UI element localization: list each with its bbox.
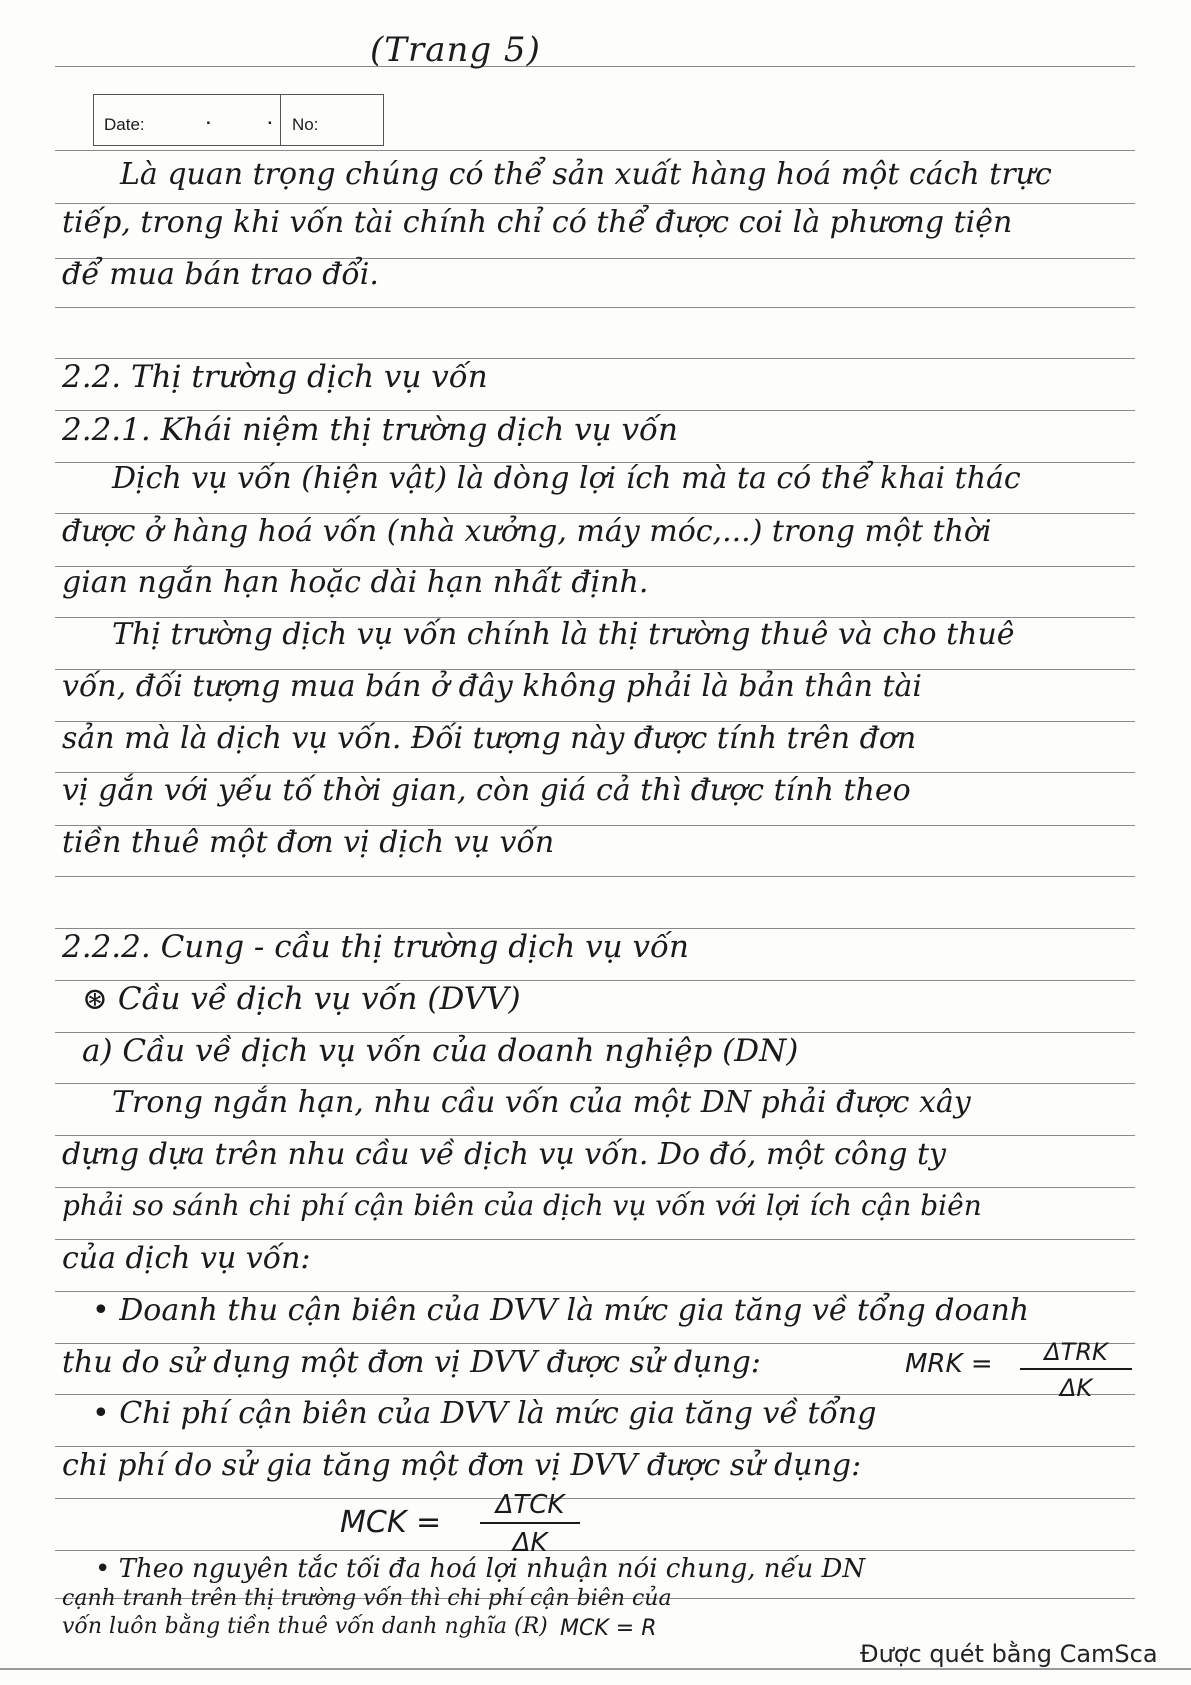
ruled-line xyxy=(55,1550,1135,1551)
ruled-line xyxy=(55,410,1135,411)
ruled-line xyxy=(55,876,1135,877)
text-line: Trong ngắn hạn, nhu cầu vốn của một DN phải được xây xyxy=(112,1085,971,1120)
text-line: thu do sử dụng một đơn vị DVV được sử dụng: xyxy=(62,1345,761,1380)
section-heading: 2.2.2. Cung - cầu thị trường dịch vụ vốn xyxy=(62,929,689,965)
formula-mck-fraction xyxy=(480,1490,580,1558)
text-line: Là quan trọng chúng có thể sản xuất hàng hoá một cách trực xyxy=(120,157,1052,192)
text-line: Thị trường dịch vụ vốn chính là thị trường thuê và cho thuê xyxy=(112,617,1015,652)
text-line: gian ngắn hạn hoặc dài hạn nhất định. xyxy=(62,565,649,600)
text-line: tiền thuê một đơn vị dịch vụ vốn xyxy=(62,825,555,860)
ruled-line xyxy=(55,66,1135,67)
bullet-line: • Doanh thu cận biên của DVV là mức gia tăng về tổng doanh xyxy=(92,1293,1030,1328)
text-line: vốn luôn bằng tiền thuê vốn danh nghĩa (R) xyxy=(62,1614,548,1639)
ruled-line xyxy=(55,1135,1135,1136)
number-label: No: xyxy=(292,115,319,134)
subsection-heading: a) Cầu về dịch vụ vốn của doanh nghiệp (DN) xyxy=(82,1033,799,1069)
text-line: của dịch vụ vốn: xyxy=(62,1241,311,1276)
text-line: được ở hàng hoá vốn (nhà xưởng, máy móc,...) trong một thời xyxy=(62,514,992,549)
ruled-line xyxy=(55,1187,1135,1188)
formula-mck-denominator: ΔK xyxy=(512,1528,548,1558)
formula-mrk-denominator: ΔK xyxy=(1059,1374,1093,1402)
page-bottom-border xyxy=(0,1668,1191,1670)
box-divider xyxy=(280,95,281,145)
formula-mrk-fraction xyxy=(1020,1338,1132,1402)
text-line: vốn, đối tượng mua bán ở đây không phải là bản thân tài xyxy=(62,669,922,704)
formula-mck-numerator: ΔTCK xyxy=(480,1490,580,1524)
ruled-line xyxy=(55,1343,1135,1344)
text-line: vị gắn với yếu tố thời gian, còn giá cả thì được tính theo xyxy=(62,773,911,808)
ruled-line xyxy=(55,1446,1135,1447)
ruled-line xyxy=(55,203,1135,204)
text-line: sản mà là dịch vụ vốn. Đối tượng này được tính trên đơn xyxy=(62,721,917,756)
ruled-line xyxy=(55,1239,1135,1240)
text-line: để mua bán trao đổi. xyxy=(62,257,379,292)
ruled-line xyxy=(55,150,1135,151)
formula-mck-lhs: MCK = xyxy=(340,1505,442,1540)
text-line: chi phí do sử gia tăng một đơn vị DVV được sử dụng: xyxy=(62,1448,862,1483)
text-line: phải so sánh chi phí cận biên của dịch vụ vốn với lợi ích cận biên xyxy=(62,1189,982,1222)
ruled-line xyxy=(55,307,1135,308)
text-line: Dịch vụ vốn (hiện vật) là dòng lợi ích mà ta có thể khai thác xyxy=(112,461,1021,496)
formula-mck-equals-r: MCK = R xyxy=(560,1616,657,1641)
section-heading: 2.2.1. Khái niệm thị trường dịch vụ vốn xyxy=(62,412,678,448)
bullet-line: • Theo nguyên tắc tối đa hoá lợi nhuận nói chung, nếu DN xyxy=(95,1554,866,1584)
date-number-box xyxy=(93,94,384,146)
bullet-line: • Chi phí cận biên của DVV là mức gia tăng về tổng xyxy=(92,1396,877,1431)
date-label: Date: xyxy=(104,115,145,134)
formula-mrk-numerator: ΔTRK xyxy=(1020,1338,1132,1370)
page-label: (Trang 5) xyxy=(370,30,541,70)
formula-mrk-lhs: MRK = xyxy=(905,1349,993,1379)
ruled-line xyxy=(55,1291,1135,1292)
text-line: dựng dựa trên nhu cầu về dịch vụ vốn. Do đó, một công ty xyxy=(62,1137,947,1172)
date-dots: . . xyxy=(206,109,299,128)
text-line: tiếp, trong khi vốn tài chính chỉ có thể được coi là phương tiện xyxy=(62,205,1013,240)
ruled-line xyxy=(55,1498,1135,1499)
text-line: cạnh tranh trên thị trường vốn thì chi phí cận biên của xyxy=(62,1586,672,1611)
ruled-line xyxy=(55,1083,1135,1084)
ruled-line xyxy=(55,1394,1135,1395)
subsection-heading: ⊛ Cầu về dịch vụ vốn (DVV) xyxy=(82,981,521,1017)
scanner-watermark: Được quét bằng CamSca xyxy=(860,1640,1158,1668)
section-heading: 2.2. Thị trường dịch vụ vốn xyxy=(62,359,488,395)
